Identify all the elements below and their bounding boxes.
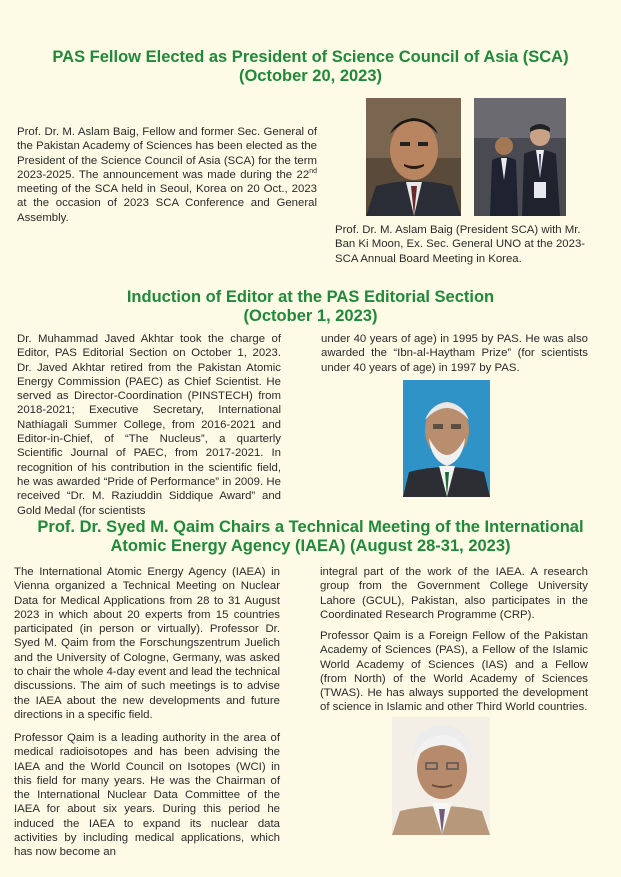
section3-column2-paragraph1: integral part of the work of the IAEA. A research group from the Government College University Lahore (GCUL), Pakistan, also participates in the Coordinated Research Programme (CRP). [320, 566, 588, 621]
section2-column1: Dr. Muhammad Javed Akhtar took the charge of Editor, PAS Editorial Section on October 1, 2023. Dr. Javed Akhtar retired from the Pakistan Atomic Energy Commission (PAEC) as Chief Scientist. He served as Director-Coordination (PINSTECH) from 2018-2021; Executive Secretary, International Nathiagali Summer College, from 2016-2021 and Editor-in-Chief, of “The Nucleus”, a quarterly Scientific Journal of PAEC, from 2017-2021. In recognition of his contribution in the scientific field, he was awarded “Pride of Performance” in 2009. He received “Dr. M. Raziuddin Siddique Award” and Gold Medal (for scientists [17, 333, 281, 517]
section2-title-line2: (October 1, 2023) [243, 307, 378, 325]
section3-column1-paragraph1: The International Atomic Energy Agency (IAEA) in Vienna organized a Technical Meeting on Nuclear Data for Medical Applications from 28 to 31 August 2023 in which about 20 experts from 15 countries participated (in person or virtually). Professor Dr. Syed M. Qaim from the Forschungszentrum Juelich and the University of Cologne, Germany, was asked to chair the whole 4-day event and lead the technical discussions. The aim of such meetings is to advise the IAEA about the new developments and future directions in a specific field. [14, 566, 280, 721]
section3-title-line1: Prof. Dr. Syed M. Qaim Chairs a Technical Meeting of the International [37, 518, 584, 536]
section1-title-line1: PAS Fellow Elected as President of Science Council of Asia (SCA) [52, 48, 569, 66]
section1-title [0, 48, 621, 86]
section1-photo-caption: Prof. Dr. M. Aslam Baig (President SCA) with Mr. Ban Ki Moon, Ex. Sec. General UNO at the 2023-SCA Annual Board Meeting in Korea. [335, 224, 586, 265]
section3-title [0, 518, 621, 556]
section2-title [0, 288, 621, 326]
portrait-aslam-baig-photo [366, 98, 461, 216]
section2-title-line1: Induction of Editor at the PAS Editorial Section [126, 288, 495, 306]
section3-column1-paragraph2: Professor Qaim is a leading authority in the area of medical radioisotopes and has been advising the IAEA and the World Council on Isotopes (WCI) in this field for many years. He was the Chairman of the International Nuclear Data Committee of the IAEA for about six years. During this period he induced the IAEA to expand its nuclear data activities by including medical applications, which has now become an [14, 732, 280, 859]
section3-column2-paragraph2: Professor Qaim is a Foreign Fellow of the Pakistan Academy of Sciences (PAS), a Fellow of the Islamic World Academy of Sciences (IAS) and a Fellow (from North) of the World Academy of Sciences (TWAS). He has always supported the development of science in Islamic and other Third World countries. [320, 630, 588, 714]
section1-body: Prof. Dr. M. Aslam Baig, Fellow and former Sec. General of the Pakistan Academy of Sciences has been elected as the President of the Science Council of Asia (SCA) for the term 2023-2025. The announcement was made during the 22nd meeting of the SCA held in Seoul, Korea on 20 Oct., 2023 at the occasion of 2023 SCA Conference and General Assembly. [17, 126, 317, 224]
section1-title-line2: (October 20, 2023) [238, 67, 383, 85]
portrait-javed-akhtar-photo [403, 380, 490, 497]
portrait-syed-qaim-photo [392, 717, 490, 835]
section2-column2: under 40 years of age) in 1995 by PAS. He was also awarded the “Ibn-al-Haytham Prize” (for scientists under 40 years of age) in 1997 by PAS. [321, 333, 588, 374]
section3-title-line2: Atomic Energy Agency (IAEA) (August 28-31, 2023) [110, 537, 511, 555]
group-photo-ban-ki-moon [474, 98, 566, 216]
